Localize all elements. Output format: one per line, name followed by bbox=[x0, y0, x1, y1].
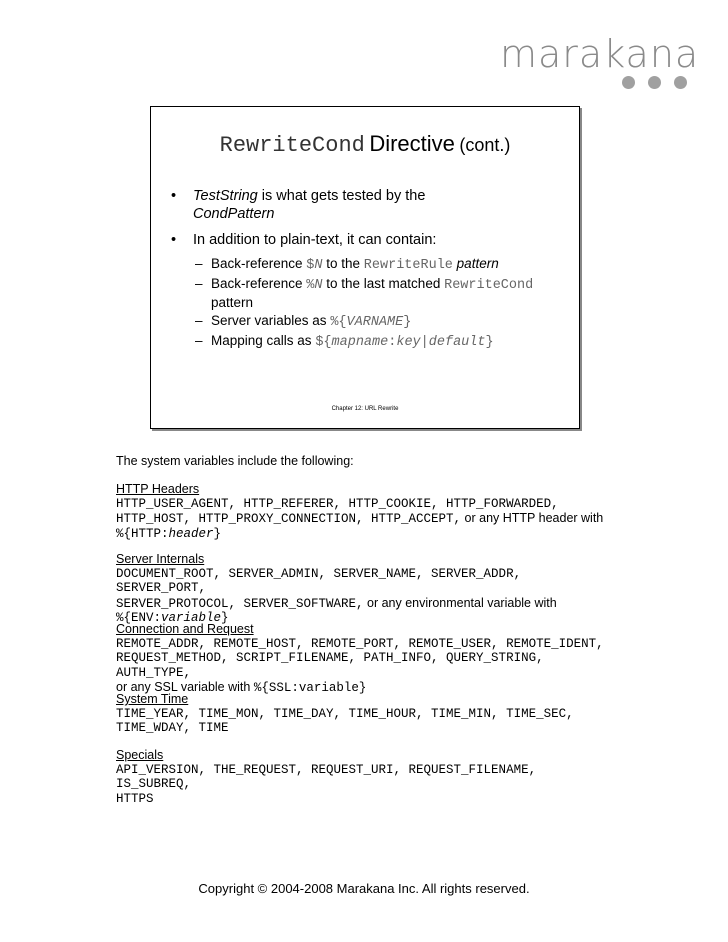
marakana-logo bbox=[500, 34, 700, 94]
copyright-footer: Copyright © 2004-2008 Marakana Inc. All rights reserved. bbox=[198, 881, 530, 896]
section-line-1: DOCUMENT_ROOT, SERVER_ADMIN, SERVER_NAME, SERVER_ADDR, SERVER_PORT, bbox=[116, 566, 522, 595]
bullet-mark: • bbox=[171, 188, 177, 204]
sub-text bbox=[211, 312, 551, 331]
bullet-italic-2: CondPattern bbox=[193, 206, 275, 222]
logo-dots bbox=[622, 76, 687, 89]
line-text: or any environmental variable with bbox=[363, 595, 557, 610]
sub-a: Back-reference bbox=[211, 276, 307, 291]
slide-frame bbox=[150, 106, 580, 429]
sub-code-it: mapname bbox=[331, 335, 389, 350]
line-mono: %{ENV: bbox=[116, 611, 162, 625]
sub-c: pattern bbox=[452, 256, 499, 271]
title-suffix: (cont.) bbox=[459, 135, 511, 155]
line-text: or any SSL variable with bbox=[116, 680, 254, 694]
sub-code-it3: default bbox=[428, 335, 486, 350]
sub-code: ${ bbox=[315, 335, 332, 350]
sub-dash: – bbox=[195, 276, 203, 291]
slide-title bbox=[151, 131, 579, 158]
sub-code: %{ bbox=[330, 315, 347, 330]
section-line-2 bbox=[116, 511, 616, 527]
line-mono: SERVER_PROTOCOL, SERVER_SOFTWARE, bbox=[116, 596, 364, 611]
section-line-1: HTTP_USER_AGENT, HTTP_REFERER, HTTP_COOKIE, HTTP_FORWARDED, bbox=[116, 496, 559, 511]
sub-dash: – bbox=[195, 333, 203, 348]
sub-a: Server variables as bbox=[211, 313, 331, 328]
title-word: Directive bbox=[369, 131, 455, 156]
sub-a: Mapping calls as bbox=[211, 333, 316, 348]
intro-text: The system variables include the following: bbox=[116, 454, 354, 468]
sub-text bbox=[211, 332, 551, 351]
section-line-2: TIME_WDAY, TIME bbox=[116, 721, 229, 735]
line-italic: variable bbox=[161, 611, 222, 625]
bullet-text bbox=[193, 187, 573, 223]
slide-footer: Chapter 12: URL Rewrite bbox=[331, 406, 399, 412]
sub-c: pattern bbox=[211, 295, 254, 310]
sub-code2: RewriteCond bbox=[444, 278, 534, 293]
sub-code-end: } bbox=[403, 315, 412, 330]
sub-code: $ bbox=[306, 258, 315, 273]
bullet-text: In addition to plain-text, it can contain: bbox=[193, 232, 437, 248]
section-line-2 bbox=[116, 596, 616, 612]
sub-code-mid2: | bbox=[420, 335, 429, 350]
line-mono: HTTP_HOST, HTTP_PROXY_CONNECTION, HTTP_ACCEPT, bbox=[116, 512, 462, 526]
sub-a: Back-reference bbox=[211, 256, 307, 271]
section-server-internals bbox=[116, 552, 616, 626]
line-mono: %{HTTP: bbox=[116, 526, 169, 541]
section-line-1: TIME_YEAR, TIME_MON, TIME_DAY, TIME_HOUR, TIME_MIN, TIME_SEC, bbox=[116, 706, 574, 721]
sub-b: to the bbox=[322, 256, 364, 271]
sub-text bbox=[211, 275, 551, 311]
section-heading: HTTP Headers bbox=[116, 482, 200, 496]
logo-dot bbox=[622, 76, 635, 89]
sub-text bbox=[211, 255, 551, 274]
sub-dash: – bbox=[195, 313, 203, 328]
sub-b: to the last matched bbox=[322, 276, 445, 291]
section-line-1: API_VERSION, THE_REQUEST, REQUEST_URI, REQUEST_FILENAME, IS_SUBREQ, bbox=[116, 762, 537, 791]
bullet-italic: TestString bbox=[193, 188, 258, 204]
section-connection-request bbox=[116, 622, 616, 696]
sub-code-it2: key bbox=[396, 335, 421, 350]
line-italic: header bbox=[168, 526, 214, 541]
logo-text: marakana bbox=[500, 32, 700, 76]
line-mono: %{SSL:variable} bbox=[253, 681, 367, 695]
title-code: RewriteCond bbox=[219, 133, 365, 158]
sub-code-it: N bbox=[314, 258, 323, 273]
section-line-2: HTTPS bbox=[116, 791, 154, 806]
line-end: } bbox=[221, 611, 229, 625]
bullet-mark: • bbox=[171, 232, 177, 248]
section-http-headers bbox=[116, 482, 616, 541]
sub-code-mid: : bbox=[388, 335, 397, 350]
bullet-rest: is what gets tested by the bbox=[257, 188, 426, 204]
section-heading: Server Internals bbox=[116, 552, 205, 566]
section-heading: System Time bbox=[116, 692, 189, 706]
section-line-2: REQUEST_METHOD, SCRIPT_FILENAME, PATH_INFO, QUERY_STRING, AUTH_TYPE, bbox=[116, 651, 544, 680]
section-system-time bbox=[116, 692, 616, 736]
sub-code-it: VARNAME bbox=[346, 315, 404, 330]
sub-code-end: } bbox=[485, 335, 494, 350]
sub-code-it: N bbox=[314, 278, 323, 293]
line-end: } bbox=[213, 526, 222, 541]
section-specials bbox=[116, 748, 616, 806]
logo-dot bbox=[648, 76, 661, 89]
section-line-3 bbox=[116, 527, 616, 542]
section-line-1: REMOTE_ADDR, REMOTE_HOST, REMOTE_PORT, REMOTE_USER, REMOTE_IDENT, bbox=[116, 636, 604, 651]
line-text: or any HTTP header with bbox=[461, 511, 604, 525]
section-heading: Connection and Request bbox=[116, 622, 254, 636]
logo-dot bbox=[674, 76, 687, 89]
sub-code2: RewriteRule bbox=[363, 258, 453, 273]
sub-dash: – bbox=[195, 256, 203, 271]
section-heading: Specials bbox=[116, 748, 164, 762]
sub-code: % bbox=[306, 278, 315, 293]
